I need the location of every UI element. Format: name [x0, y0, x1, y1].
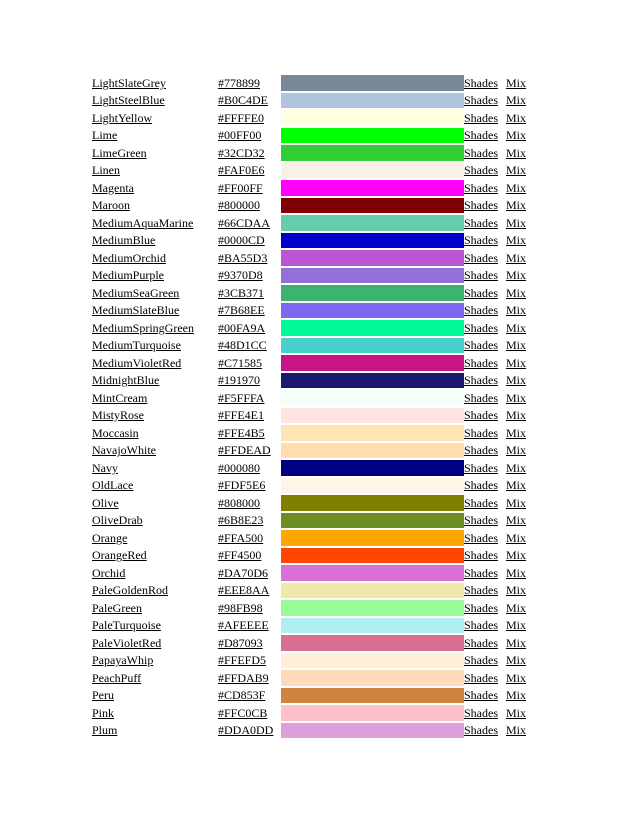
- color-hex-link[interactable]: #FF00FF: [218, 180, 263, 195]
- table-row: [92, 109, 532, 127]
- color-hex-link[interactable]: #F5FFFA: [218, 390, 265, 405]
- shades-link[interactable]: Shades: [464, 583, 498, 598]
- mix-link[interactable]: Mix: [506, 338, 527, 353]
- mix-link[interactable]: Mix: [506, 618, 527, 633]
- color-swatch: [281, 215, 464, 231]
- color-swatch: [281, 600, 464, 616]
- shades-link[interactable]: Shades: [464, 530, 498, 545]
- table-row: [92, 389, 532, 407]
- mix-link[interactable]: Mix: [506, 163, 527, 178]
- table-row: [92, 652, 532, 670]
- mix-link[interactable]: Mix: [506, 688, 527, 703]
- shades-link[interactable]: Shades: [464, 75, 498, 90]
- mix-link[interactable]: Mix: [506, 268, 527, 283]
- color-hex-link[interactable]: #FFDAB9: [218, 670, 269, 685]
- shades-link[interactable]: Shades: [464, 565, 498, 580]
- table-row: [92, 722, 532, 740]
- color-name-link[interactable]: PapayaWhip: [92, 653, 154, 668]
- color-name-link[interactable]: MediumTurquoise: [92, 338, 181, 353]
- color-swatch: [281, 723, 464, 739]
- mix-link[interactable]: Mix: [506, 600, 527, 615]
- shades-link[interactable]: Shades: [464, 285, 498, 300]
- color-swatch: [281, 320, 464, 336]
- color-swatch: [281, 688, 464, 704]
- shades-link[interactable]: Shades: [464, 163, 498, 178]
- color-swatch: [281, 618, 464, 634]
- color-name-link[interactable]: LightYellow: [92, 110, 153, 125]
- color-name-link[interactable]: Navy: [92, 460, 118, 475]
- color-name-link[interactable]: PeachPuff: [92, 670, 142, 685]
- color-name-link[interactable]: Moccasin: [92, 425, 139, 440]
- color-hex-link[interactable]: #FAF0E6: [218, 163, 265, 178]
- shades-link[interactable]: Shades: [464, 128, 498, 143]
- shades-link[interactable]: Shades: [464, 513, 498, 528]
- shades-link[interactable]: Shades: [464, 320, 498, 335]
- mix-link[interactable]: Mix: [506, 303, 527, 318]
- color-name-link[interactable]: NavajoWhite: [92, 443, 156, 458]
- color-swatch: [281, 443, 464, 459]
- table-row: [92, 162, 532, 180]
- shades-link[interactable]: Shades: [464, 338, 498, 353]
- color-swatch: [281, 128, 464, 144]
- table-row: [92, 547, 532, 565]
- table-row: [92, 284, 532, 302]
- color-swatch: [281, 163, 464, 179]
- color-hex-link[interactable]: #FFE4E1: [218, 408, 265, 423]
- color-hex-link[interactable]: #48D1CC: [218, 338, 267, 353]
- mix-link[interactable]: Mix: [506, 390, 527, 405]
- shades-link[interactable]: Shades: [464, 110, 498, 125]
- color-name-link[interactable]: LightSteelBlue: [92, 93, 165, 108]
- shades-link[interactable]: Shades: [464, 653, 498, 668]
- color-hex-link[interactable]: #CD853F: [218, 688, 266, 703]
- color-rows: [92, 74, 532, 739]
- color-hex-link[interactable]: #D87093: [218, 635, 263, 650]
- mix-link[interactable]: Mix: [506, 373, 527, 388]
- shades-link[interactable]: Shades: [464, 688, 498, 703]
- table-row: [92, 372, 532, 390]
- shades-link[interactable]: Shades: [464, 233, 498, 248]
- table-row: [92, 319, 532, 337]
- mix-link[interactable]: Mix: [506, 93, 527, 108]
- color-hex-link[interactable]: #FFDEAD: [218, 443, 271, 458]
- table-row: [92, 687, 532, 705]
- shades-link[interactable]: Shades: [464, 373, 498, 388]
- shades-link[interactable]: Shades: [464, 460, 498, 475]
- shades-link[interactable]: Shades: [464, 390, 498, 405]
- color-name-link[interactable]: PaleGoldenRod: [92, 583, 168, 598]
- color-hex-link[interactable]: #C71585: [218, 355, 263, 370]
- color-name-link[interactable]: MidnightBlue: [92, 373, 160, 388]
- table-row: [92, 669, 532, 687]
- shades-link[interactable]: Shades: [464, 495, 498, 510]
- table-row: [92, 424, 532, 442]
- shades-link[interactable]: Shades: [464, 355, 498, 370]
- color-swatch: [281, 653, 464, 669]
- color-swatch: [281, 233, 464, 249]
- shades-link[interactable]: Shades: [464, 180, 498, 195]
- color-hex-link[interactable]: #FFEFD5: [218, 653, 267, 668]
- table-row: [92, 354, 532, 372]
- mix-link[interactable]: Mix: [506, 285, 527, 300]
- color-hex-link[interactable]: #FFFFE0: [218, 110, 265, 125]
- mix-link[interactable]: Mix: [506, 670, 527, 685]
- mix-link[interactable]: Mix: [506, 513, 527, 528]
- color-name-link[interactable]: MediumAquaMarine: [92, 215, 194, 230]
- color-hex-link[interactable]: #778899: [218, 75, 260, 90]
- color-hex-link[interactable]: #191970: [218, 373, 260, 388]
- mix-link[interactable]: Mix: [506, 215, 527, 230]
- mix-link[interactable]: Mix: [506, 565, 527, 580]
- mix-link[interactable]: Mix: [506, 128, 527, 143]
- color-hex-link[interactable]: #FDF5E6: [218, 478, 266, 493]
- table-row: [92, 144, 532, 162]
- color-hex-link[interactable]: #B0C4DE: [218, 93, 269, 108]
- color-name-link[interactable]: OldLace: [92, 478, 134, 493]
- mix-link[interactable]: Mix: [506, 233, 527, 248]
- color-name-link[interactable]: MintCream: [92, 390, 148, 405]
- shades-link[interactable]: Shades: [464, 618, 498, 633]
- color-hex-link[interactable]: #32CD32: [218, 145, 265, 160]
- table-row: [92, 634, 532, 652]
- table-row: [92, 179, 532, 197]
- color-swatch: [281, 338, 464, 354]
- color-hex-link[interactable]: #FFA500: [218, 530, 264, 545]
- color-name-link[interactable]: OliveDrab: [92, 513, 143, 528]
- color-hex-link[interactable]: #0000CD: [218, 233, 265, 248]
- color-swatch: [281, 373, 464, 389]
- color-hex-link[interactable]: #DA70D6: [218, 565, 268, 580]
- color-name-link[interactable]: Olive: [92, 495, 119, 510]
- color-hex-link[interactable]: #00FF00: [218, 128, 262, 143]
- table-row: [92, 407, 532, 425]
- color-swatch: [281, 495, 464, 511]
- shades-link[interactable]: Shades: [464, 303, 498, 318]
- color-swatch: [281, 478, 464, 494]
- table-row: [92, 599, 532, 617]
- mix-link[interactable]: Mix: [506, 443, 527, 458]
- mix-link[interactable]: Mix: [506, 75, 527, 90]
- color-swatch: [281, 250, 464, 266]
- color-swatch: [281, 303, 464, 319]
- color-swatch: [281, 75, 464, 91]
- color-hex-link[interactable]: #9370D8: [218, 268, 263, 283]
- color-name-link[interactable]: Linen: [92, 163, 120, 178]
- mix-link[interactable]: Mix: [506, 705, 527, 720]
- shades-link[interactable]: Shades: [464, 408, 498, 423]
- color-swatch: [281, 355, 464, 371]
- mix-link[interactable]: Mix: [506, 110, 527, 125]
- table-row: [92, 494, 532, 512]
- color-swatch: [281, 670, 464, 686]
- mix-link[interactable]: Mix: [506, 355, 527, 370]
- color-name-link[interactable]: Plum: [92, 723, 118, 738]
- color-hex-link[interactable]: #FF4500: [218, 548, 262, 563]
- table-row: [92, 249, 532, 267]
- shades-link[interactable]: Shades: [464, 548, 498, 563]
- color-swatch: [281, 530, 464, 546]
- table-row: [92, 512, 532, 530]
- color-name-link[interactable]: MediumSeaGreen: [92, 285, 180, 300]
- color-swatch: [281, 285, 464, 301]
- color-swatch: [281, 635, 464, 651]
- color-name-link[interactable]: PaleVioletRed: [92, 635, 162, 650]
- color-name-link[interactable]: OrangeRed: [92, 548, 147, 563]
- color-name-link[interactable]: MediumOrchid: [92, 250, 166, 265]
- color-swatch: [281, 390, 464, 406]
- color-hex-link[interactable]: #98FB98: [218, 600, 263, 615]
- shades-link[interactable]: Shades: [464, 635, 498, 650]
- table-row: [92, 529, 532, 547]
- color-name-link[interactable]: PaleGreen: [92, 600, 142, 615]
- shades-link[interactable]: Shades: [464, 425, 498, 440]
- color-hex-link[interactable]: #FFC0CB: [218, 705, 268, 720]
- color-hex-link[interactable]: #66CDAA: [218, 215, 271, 230]
- color-name-link[interactable]: MistyRose: [92, 408, 145, 423]
- shades-link[interactable]: Shades: [464, 145, 498, 160]
- color-swatch: [281, 548, 464, 564]
- color-swatch: [281, 705, 464, 721]
- mix-link[interactable]: Mix: [506, 425, 527, 440]
- color-swatch: [281, 425, 464, 441]
- shades-link[interactable]: Shades: [464, 705, 498, 720]
- mix-link[interactable]: Mix: [506, 583, 527, 598]
- color-hex-link[interactable]: #00FA9A: [218, 320, 266, 335]
- shades-link[interactable]: Shades: [464, 670, 498, 685]
- color-swatch: [281, 110, 464, 126]
- table-row: [92, 74, 532, 92]
- color-swatch: [281, 583, 464, 599]
- color-name-link[interactable]: Orange: [92, 530, 128, 545]
- mix-link[interactable]: Mix: [506, 723, 527, 738]
- shades-link[interactable]: Shades: [464, 600, 498, 615]
- mix-link[interactable]: Mix: [506, 408, 527, 423]
- color-hex-link[interactable]: #EEE8AA: [218, 583, 270, 598]
- color-swatch: [281, 180, 464, 196]
- color-name-link[interactable]: MediumPurple: [92, 268, 164, 283]
- color-name-link[interactable]: LimeGreen: [92, 145, 147, 160]
- shades-link[interactable]: Shades: [464, 93, 498, 108]
- shades-link[interactable]: Shades: [464, 443, 498, 458]
- color-name-link[interactable]: MediumSlateBlue: [92, 303, 180, 318]
- color-hex-link[interactable]: #FFE4B5: [218, 425, 265, 440]
- mix-link[interactable]: Mix: [506, 460, 527, 475]
- mix-link[interactable]: Mix: [506, 530, 527, 545]
- mix-link[interactable]: Mix: [506, 478, 527, 493]
- table-row: [92, 232, 532, 250]
- color-swatch: [281, 198, 464, 214]
- color-name-link[interactable]: Orchid: [92, 565, 126, 580]
- color-swatch: [281, 268, 464, 284]
- table-row: [92, 442, 532, 460]
- color-swatch: [281, 145, 464, 161]
- table-row: [92, 302, 532, 320]
- color-swatch: [281, 565, 464, 581]
- table-row: [92, 214, 532, 232]
- color-name-link[interactable]: Pink: [92, 705, 115, 720]
- color-table: [92, 74, 532, 739]
- shades-link[interactable]: Shades: [464, 478, 498, 493]
- mix-link[interactable]: Mix: [506, 320, 527, 335]
- color-name-link[interactable]: Peru: [92, 688, 114, 703]
- table-row: [92, 267, 532, 285]
- color-hex-link[interactable]: #BA55D3: [218, 250, 268, 265]
- color-hex-link[interactable]: #6B8E23: [218, 513, 264, 528]
- table-row: [92, 477, 532, 495]
- shades-link[interactable]: Shades: [464, 250, 498, 265]
- mix-link[interactable]: Mix: [506, 250, 527, 265]
- color-name-link[interactable]: MediumSpringGreen: [92, 320, 194, 335]
- color-name-link[interactable]: MediumBlue: [92, 233, 156, 248]
- shades-link[interactable]: Shades: [464, 215, 498, 230]
- shades-link[interactable]: Shades: [464, 723, 498, 738]
- table-row: [92, 459, 532, 477]
- shades-link[interactable]: Shades: [464, 198, 498, 213]
- table-row: [92, 92, 532, 110]
- table-row: [92, 197, 532, 215]
- table-row: [92, 617, 532, 635]
- mix-link[interactable]: Mix: [506, 495, 527, 510]
- mix-link[interactable]: Mix: [506, 635, 527, 650]
- color-name-link[interactable]: LightSlateGrey: [92, 75, 166, 90]
- color-name-link[interactable]: Lime: [92, 128, 118, 143]
- color-swatch: [281, 93, 464, 109]
- mix-link[interactable]: Mix: [506, 180, 527, 195]
- mix-link[interactable]: Mix: [506, 145, 527, 160]
- color-hex-link[interactable]: #AFEEEE: [218, 618, 269, 633]
- mix-link[interactable]: Mix: [506, 653, 527, 668]
- color-hex-link[interactable]: #800000: [218, 198, 260, 213]
- mix-link[interactable]: Mix: [506, 198, 527, 213]
- shades-link[interactable]: Shades: [464, 268, 498, 283]
- color-name-link[interactable]: MediumVioletRed: [92, 355, 182, 370]
- table-row: [92, 337, 532, 355]
- color-hex-link[interactable]: #808000: [218, 495, 260, 510]
- color-name-link[interactable]: Magenta: [92, 180, 134, 195]
- table-row: [92, 704, 532, 722]
- color-hex-link[interactable]: #000080: [218, 460, 260, 475]
- table-row: [92, 127, 532, 145]
- table-row: [92, 582, 532, 600]
- color-name-link[interactable]: PaleTurquoise: [92, 618, 161, 633]
- color-name-link[interactable]: Maroon: [92, 198, 130, 213]
- mix-link[interactable]: Mix: [506, 548, 527, 563]
- table-row: [92, 564, 532, 582]
- color-swatch: [281, 513, 464, 529]
- color-hex-link[interactable]: #DDA0DD: [218, 723, 274, 738]
- color-hex-link[interactable]: #3CB371: [218, 285, 265, 300]
- color-swatch: [281, 408, 464, 424]
- color-swatch: [281, 460, 464, 476]
- color-hex-link[interactable]: #7B68EE: [218, 303, 265, 318]
